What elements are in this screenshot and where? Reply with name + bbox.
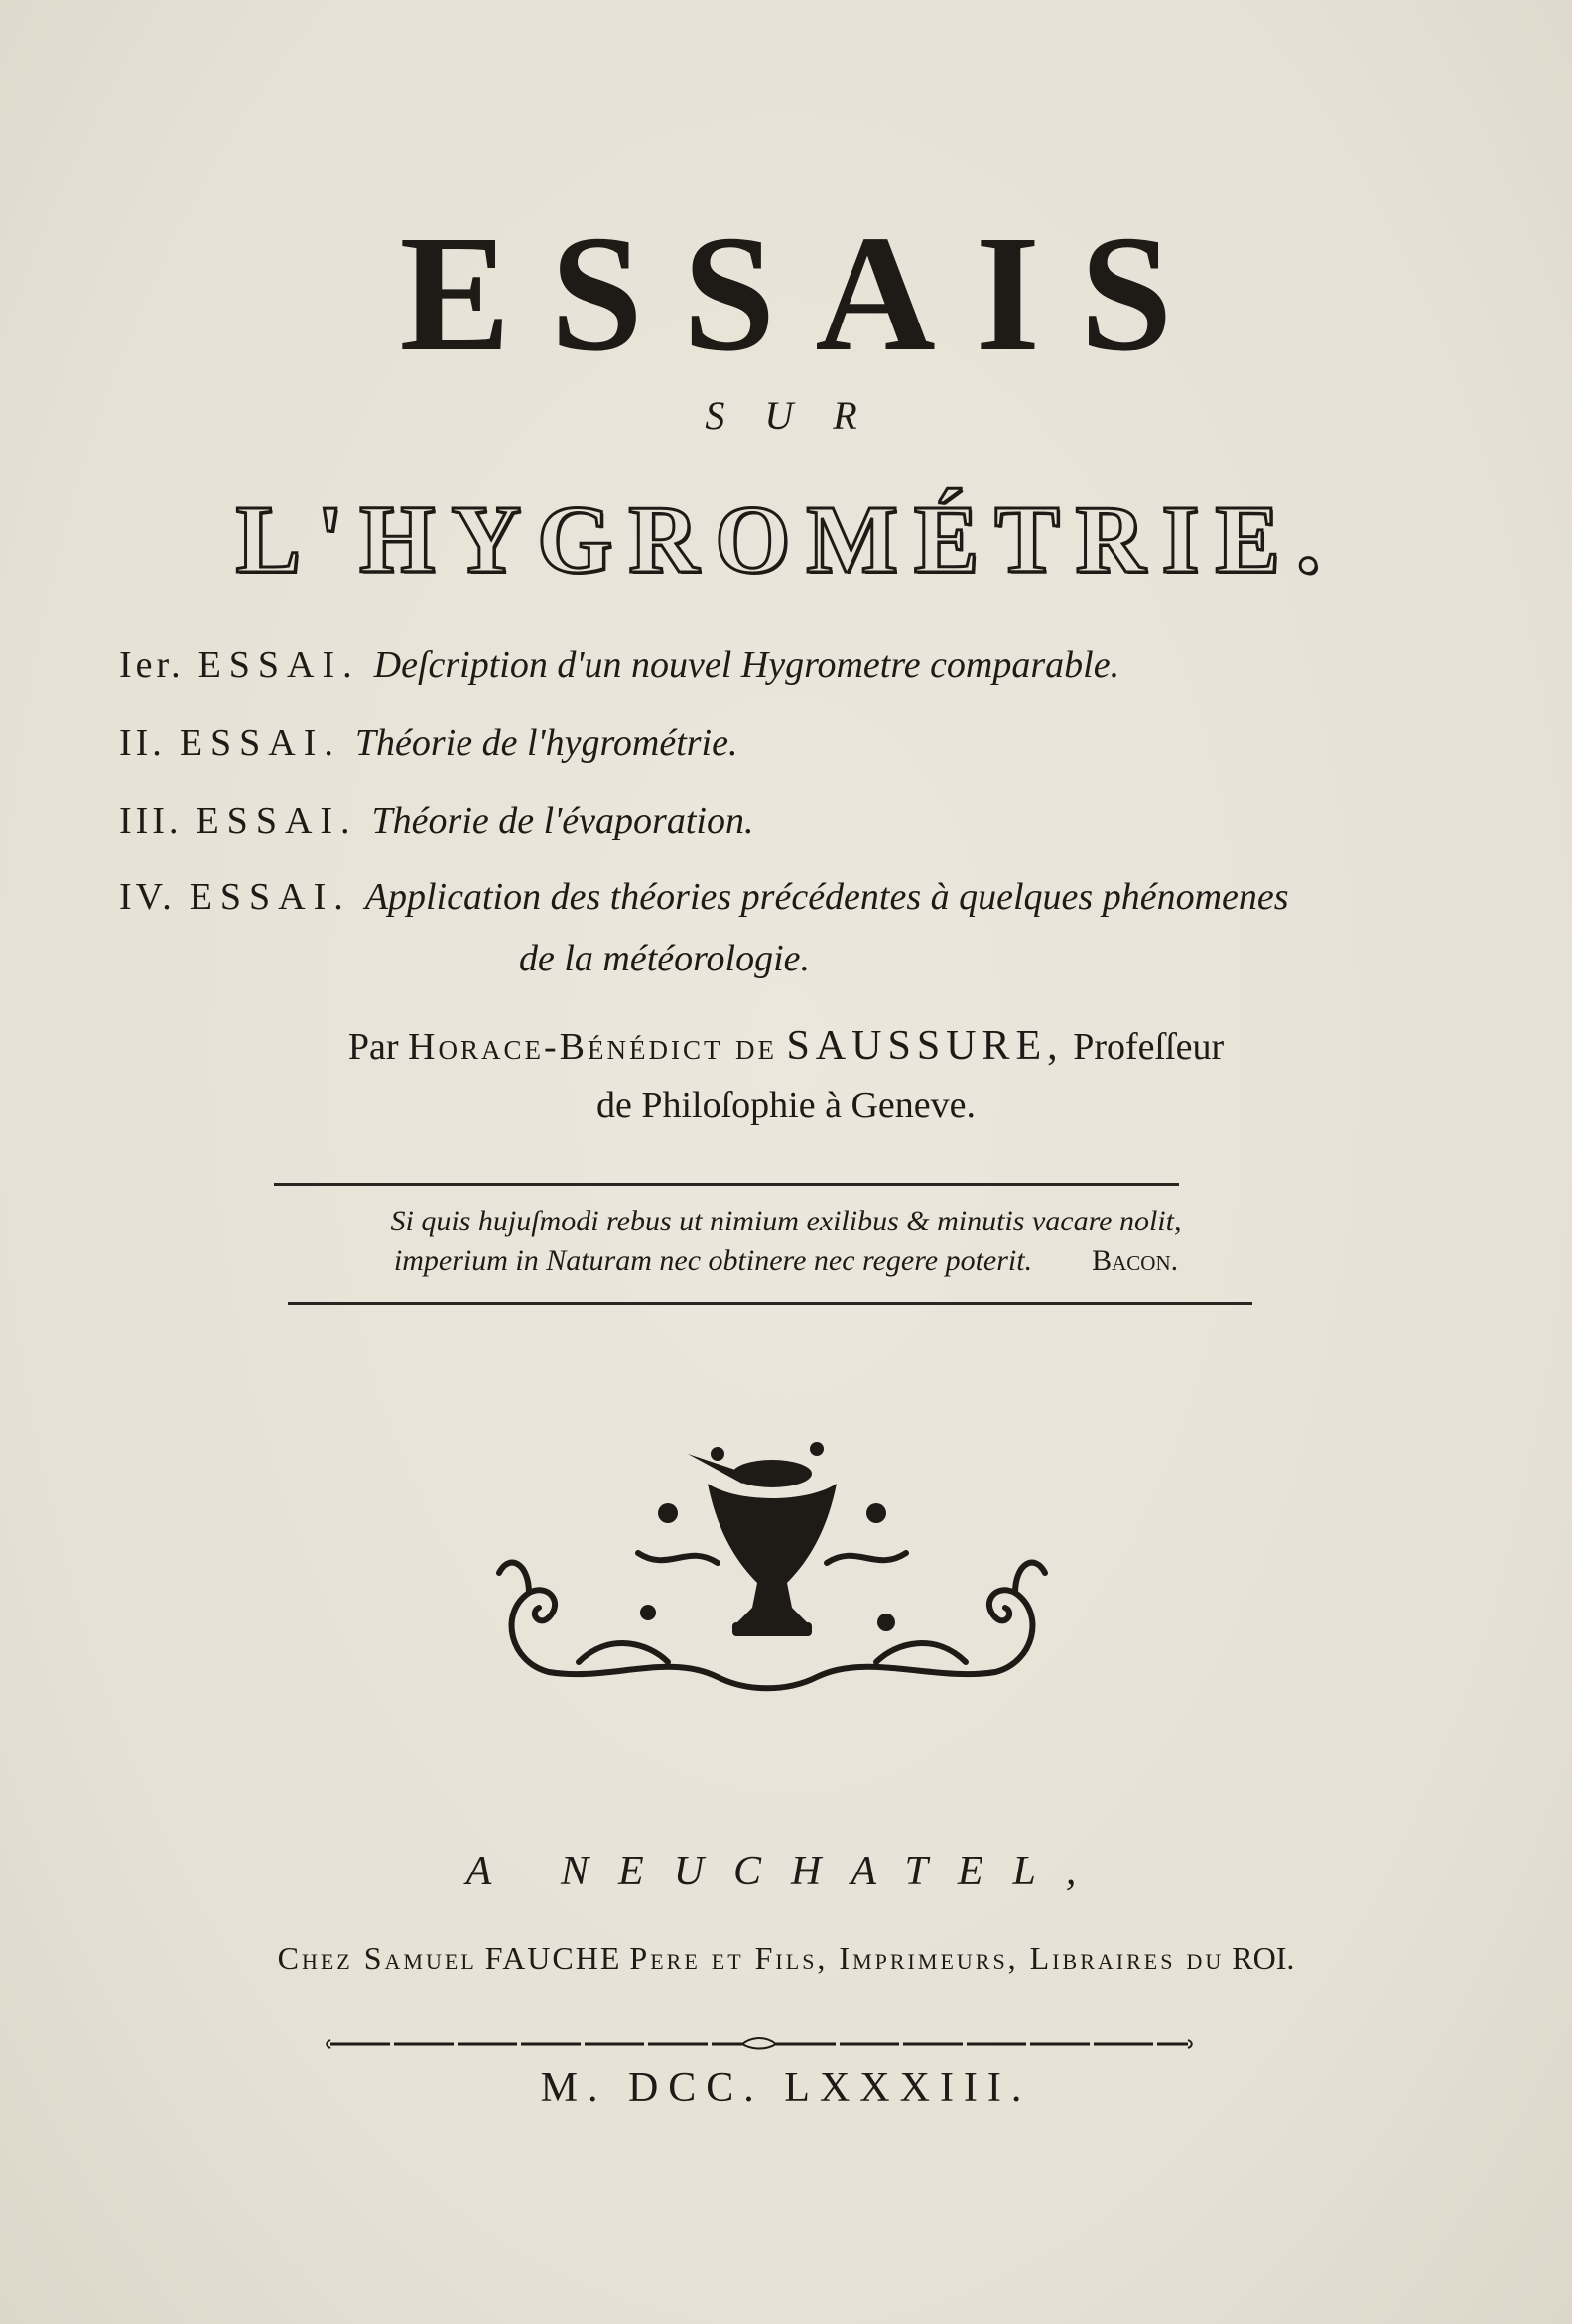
author-role: Profeſſeur [1073,1026,1225,1068]
essai-2 [119,721,737,765]
printer-details: Pere et Fils, Imprimeurs, Libraires du [629,1940,1225,1976]
author-par: Par [347,1026,399,1068]
epigraph-attribution: Bacon. [1092,1244,1179,1277]
imprint-date: M. DCC. LXXXIII. [540,2065,1032,2111]
essai-description: Deſcription d'un nouvel Hygrometre comparable. [373,644,1120,686]
essai-number: II. [119,722,166,764]
decorative-rule [326,2034,1193,2050]
author-line [0,1022,1572,1070]
essai-4 [119,875,1289,919]
epigraph-text: imperium in Naturam nec obtinere nec regere poterit. [393,1244,1033,1277]
essai-description: Théorie de l'évaporation. [371,800,754,841]
rule-top [274,1183,1179,1186]
title-sur: SUR [705,393,897,438]
essai-description: Théorie de l'hygrométrie. [354,722,738,764]
rule-bottom [288,1302,1252,1305]
essai-number: Ier. [119,644,185,686]
printer-surname: FAUCHE [484,1940,622,1976]
essai-number: IV. [119,876,176,918]
essai-description: Application des théories précédentes à quelques phénomenes [364,876,1289,918]
author-name: Horace-Bénédict de [408,1026,777,1068]
book-subject: L'HYGROMÉTRIE. [235,486,1337,593]
epigraph-line-2 [0,1244,1572,1278]
essai-label: ESSAI. [179,722,341,764]
printer-chez: Chez Samuel [277,1940,477,1976]
urn-ornament [489,1434,1055,1732]
epigraph-line-1: Si quis hujuſmodi rebus ut nimium exilibus & minutis vacare nolit, [390,1205,1182,1237]
essai-label: ESSAI. [189,876,351,918]
book-title: ESSAIS [399,201,1213,386]
author-affiliation: de Philoſophie à Geneve. [595,1085,976,1126]
essai-number: III. [119,800,183,841]
essai-label: ESSAI. [196,800,358,841]
essai-1 [119,643,1119,687]
essai-3 [119,799,753,842]
imprint-printer [0,1940,1572,1977]
author-surname: SAUSSURE, [786,1023,1064,1069]
essai-4-continuation: de la météorologie. [519,938,811,979]
essai-label: ESSAI. [197,644,360,686]
imprint-place: A NEUCHATEL, [465,1849,1107,1894]
printer-roi: ROI. [1232,1940,1295,1976]
